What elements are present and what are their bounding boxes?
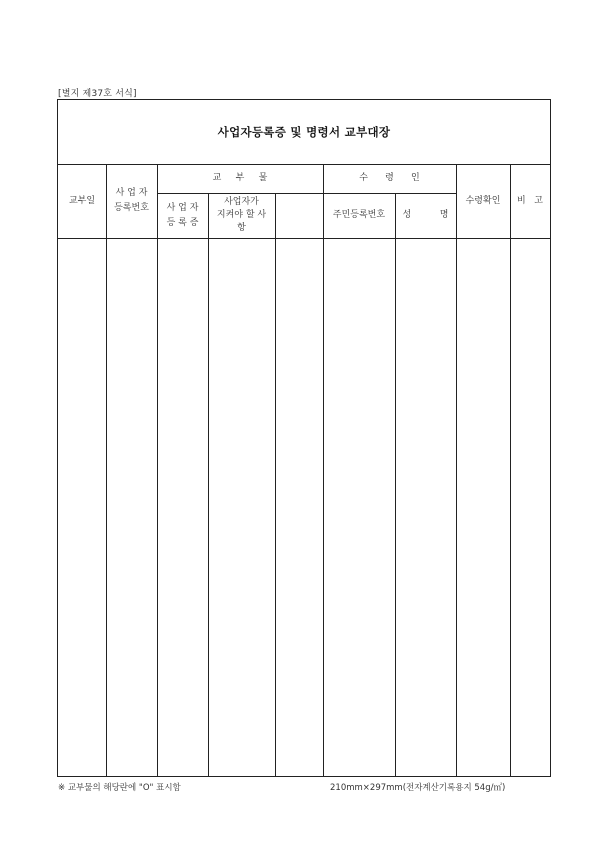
footnote-marking-instruction: ※ 교부물의 해당란에 "O" 표시함: [58, 783, 181, 793]
form-number-label: [별지 제37호 서식]: [58, 89, 137, 99]
header-business-obligations: 사업자가 지켜야 할 사 항: [216, 197, 267, 233]
header-recipient-name: 성 명: [402, 210, 449, 220]
header-business-cert: 사 업 자 등 록 증: [166, 202, 199, 228]
header-blank-subcolumn: [275, 193, 323, 238]
header-business-reg-no: 사 업 자 등록번호: [114, 188, 149, 213]
header-receipt-confirm: 수령확인: [465, 195, 501, 206]
header-issued-items: 교 부 물: [212, 173, 268, 183]
title-row: [58, 100, 550, 165]
blank-entry-area[interactable]: [58, 239, 550, 777]
header-issue-date: 교부일: [68, 195, 96, 206]
footnote-paper-spec: 210mm×297mm(전자계산기록용지 54g/㎡): [330, 783, 506, 793]
header-recipient: 수 령 인: [359, 173, 420, 183]
issuance-register-form: [57, 99, 551, 777]
header-remarks: 비 고: [517, 195, 543, 206]
header-resident-reg-no: 주민등록번호: [332, 210, 386, 220]
form-title: 사업자등록증 및 명령서 교부대장: [217, 125, 391, 139]
